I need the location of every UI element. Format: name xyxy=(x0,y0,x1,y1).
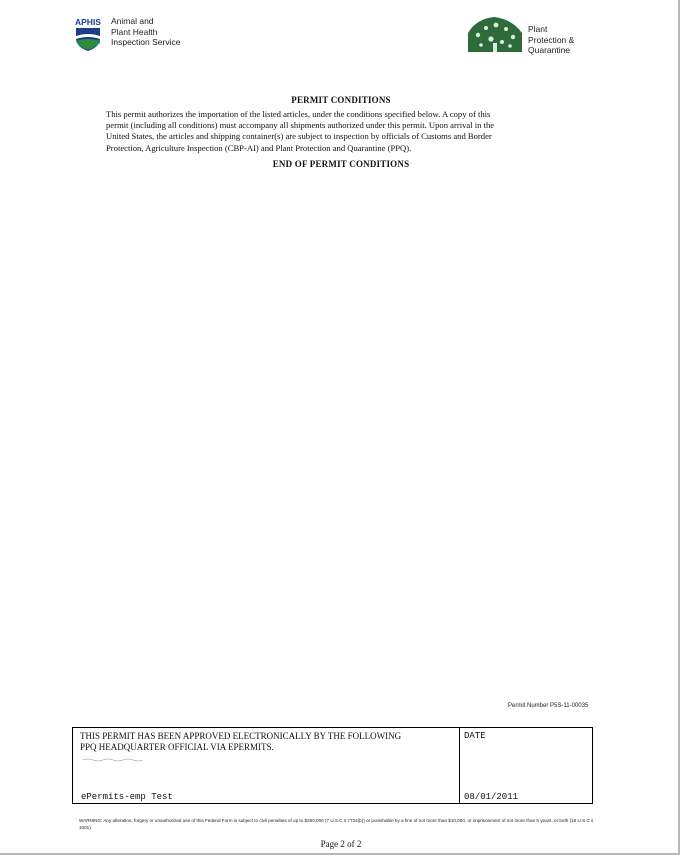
permit-conditions-title: PERMIT CONDITIONS xyxy=(291,95,391,105)
aphis-shield-logo xyxy=(70,16,106,52)
aphis-line-3: Inspection Service xyxy=(111,37,181,47)
paragraph-line: Protection, Agriculture Inspection (CBP-AI) and Plant Protection and Quarantine (PPQ). xyxy=(106,142,412,153)
aphis-line-1: Animal and xyxy=(111,16,154,26)
ppq-line-2: Protection & xyxy=(528,34,575,45)
box-divider xyxy=(459,728,460,803)
approval-date: 08/01/2011 xyxy=(464,792,519,802)
approving-official: ePermits-emp Test xyxy=(81,792,173,802)
ppq-logo xyxy=(466,15,524,53)
approval-box xyxy=(72,727,593,804)
permit-conditions-paragraph xyxy=(106,109,556,154)
paragraph-line: United States, the articles and shipping container(s) are subject to inspection by officials of Customs and Border xyxy=(106,131,492,142)
paragraph-line: permit (including all conditions) must accompany all shipments authorized under this permit. Upon arrival in the xyxy=(106,120,495,131)
page-number: Page 2 of 2 xyxy=(320,839,362,849)
end-of-conditions-title: END OF PERMIT CONDITIONS xyxy=(272,159,410,169)
permit-number: Permit Number P5S-11-00035 xyxy=(508,703,589,709)
approval-statement xyxy=(80,731,455,753)
date-label: DATE xyxy=(464,731,486,741)
ppq-agency-name xyxy=(528,24,574,56)
signature-mark xyxy=(83,758,143,762)
warning-notice: WARNING: Any alteration, forgery or unauthorized use of this Federal Form is subject to civil penalties of up to $250,000 (7 U.S.C s 7734(b)) or punishable by a fine of not more than $10,000, or imprisonment of not more than 5 years, or both (18 U.S.C s 1001) xyxy=(79,818,594,830)
aphis-logo-text: APHIS xyxy=(75,17,101,27)
approval-line: THIS PERMIT HAS BEEN APPROVED ELECTRONICALLY BY THE FOLLOWING xyxy=(80,731,402,741)
ppq-line-1: Plant xyxy=(528,24,548,34)
approval-line: PPQ HEADQUARTER OFFICIAL VIA EPERMITS. xyxy=(80,742,274,752)
aphis-agency-name xyxy=(111,16,180,48)
paragraph-line: This permit authorizes the importation of the listed articles, under the conditions specified below. A copy of this xyxy=(106,109,491,119)
ppq-line-3: Quarantine xyxy=(528,45,571,55)
aphis-line-2: Plant Health xyxy=(111,26,158,37)
